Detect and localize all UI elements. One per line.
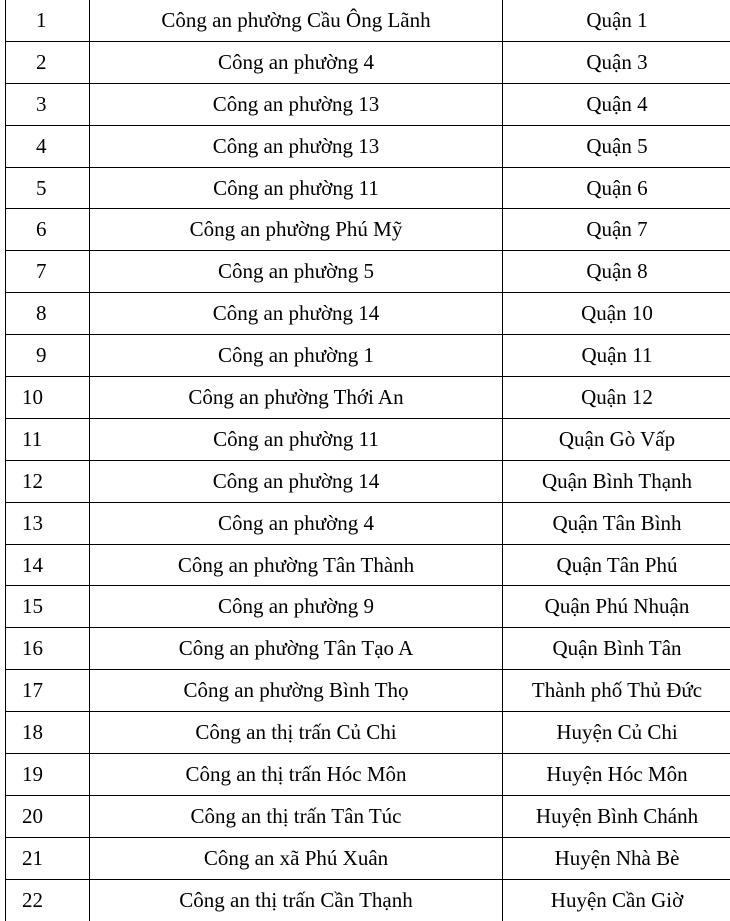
row-number-cell: 15: [6, 586, 90, 628]
table-row: [6, 586, 730, 628]
table-row: [6, 795, 730, 837]
row-number-cell: 11: [6, 418, 90, 460]
table-row: [6, 0, 730, 41]
table-row: [6, 670, 730, 712]
table-row: [6, 251, 730, 293]
police-unit-cell: Công an phường Tân Tạo A: [90, 628, 503, 670]
row-number-cell: 21: [6, 837, 90, 879]
row-number-cell: 13: [6, 502, 90, 544]
police-unit-cell: Công an thị trấn Củ Chi: [90, 712, 503, 754]
table-row: [6, 754, 730, 796]
police-units-table: [5, 0, 730, 921]
row-number-cell: 16: [6, 628, 90, 670]
district-cell: Huyện Củ Chi: [503, 712, 730, 754]
district-cell: Quận Bình Tân: [503, 628, 730, 670]
table-row: [6, 712, 730, 754]
district-cell: Quận 7: [503, 209, 730, 251]
district-cell: Huyện Bình Chánh: [503, 795, 730, 837]
police-unit-cell: Công an phường 5: [90, 251, 503, 293]
police-unit-cell: Công an xã Phú Xuân: [90, 837, 503, 879]
district-cell: Quận Phú Nhuận: [503, 586, 730, 628]
row-number-cell: 8: [6, 293, 90, 335]
table-row: [6, 293, 730, 335]
police-unit-cell: Công an phường 1: [90, 335, 503, 377]
district-cell: Quận 5: [503, 125, 730, 167]
district-cell: Quận 10: [503, 293, 730, 335]
table-body: [6, 0, 730, 921]
row-number-cell: 22: [6, 879, 90, 920]
row-number-cell: 2: [6, 41, 90, 83]
row-number-cell: 9: [6, 335, 90, 377]
district-cell: Quận 1: [503, 0, 730, 41]
district-cell: Huyện Nhà Bè: [503, 837, 730, 879]
police-unit-cell: Công an thị trấn Hóc Môn: [90, 754, 503, 796]
table-row: [6, 41, 730, 83]
police-unit-cell: Công an thị trấn Cần Thạnh: [90, 879, 503, 920]
row-number-cell: 6: [6, 209, 90, 251]
police-unit-cell: Công an phường 11: [90, 418, 503, 460]
table-row: [6, 209, 730, 251]
police-unit-cell: Công an phường Thới An: [90, 377, 503, 419]
police-unit-cell: Công an phường Cầu Ông Lãnh: [90, 0, 503, 41]
row-number-cell: 3: [6, 83, 90, 125]
police-unit-cell: Công an phường 4: [90, 41, 503, 83]
district-cell: Quận 3: [503, 41, 730, 83]
table-row: [6, 83, 730, 125]
table-row: [6, 544, 730, 586]
table-row: [6, 879, 730, 920]
police-unit-cell: Công an phường 13: [90, 83, 503, 125]
row-number-cell: 20: [6, 795, 90, 837]
row-number-cell: 10: [6, 377, 90, 419]
row-number-cell: 14: [6, 544, 90, 586]
district-cell: Quận Gò Vấp: [503, 418, 730, 460]
table-row: [6, 377, 730, 419]
police-unit-cell: Công an phường Tân Thành: [90, 544, 503, 586]
table-row: [6, 418, 730, 460]
table-row: [6, 335, 730, 377]
row-number-cell: 17: [6, 670, 90, 712]
row-number-cell: 19: [6, 754, 90, 796]
police-unit-cell: Công an phường Phú Mỹ: [90, 209, 503, 251]
district-cell: Quận 12: [503, 377, 730, 419]
table-row: [6, 167, 730, 209]
row-number-cell: 7: [6, 251, 90, 293]
district-cell: Quận Tân Phú: [503, 544, 730, 586]
district-cell: Thành phố Thủ Đức: [503, 670, 730, 712]
row-number-cell: 5: [6, 167, 90, 209]
table-row: [6, 125, 730, 167]
row-number-cell: 4: [6, 125, 90, 167]
police-unit-cell: Công an phường Bình Thọ: [90, 670, 503, 712]
police-unit-cell: Công an phường 11: [90, 167, 503, 209]
table-row: [6, 837, 730, 879]
row-number-cell: 18: [6, 712, 90, 754]
district-cell: Quận 4: [503, 83, 730, 125]
police-unit-cell: Công an thị trấn Tân Túc: [90, 795, 503, 837]
row-number-cell: 12: [6, 460, 90, 502]
district-cell: Quận Bình Thạnh: [503, 460, 730, 502]
district-cell: Huyện Hóc Môn: [503, 754, 730, 796]
district-cell: Quận 6: [503, 167, 730, 209]
police-unit-cell: Công an phường 4: [90, 502, 503, 544]
table-row: [6, 628, 730, 670]
police-unit-cell: Công an phường 13: [90, 125, 503, 167]
district-cell: Quận 8: [503, 251, 730, 293]
table-row: [6, 502, 730, 544]
police-unit-cell: Công an phường 9: [90, 586, 503, 628]
district-cell: Quận Tân Bình: [503, 502, 730, 544]
district-cell: Huyện Cần Giờ: [503, 879, 730, 920]
police-unit-cell: Công an phường 14: [90, 293, 503, 335]
police-unit-cell: Công an phường 14: [90, 460, 503, 502]
row-number-cell: 1: [6, 0, 90, 41]
table-row: [6, 460, 730, 502]
district-cell: Quận 11: [503, 335, 730, 377]
